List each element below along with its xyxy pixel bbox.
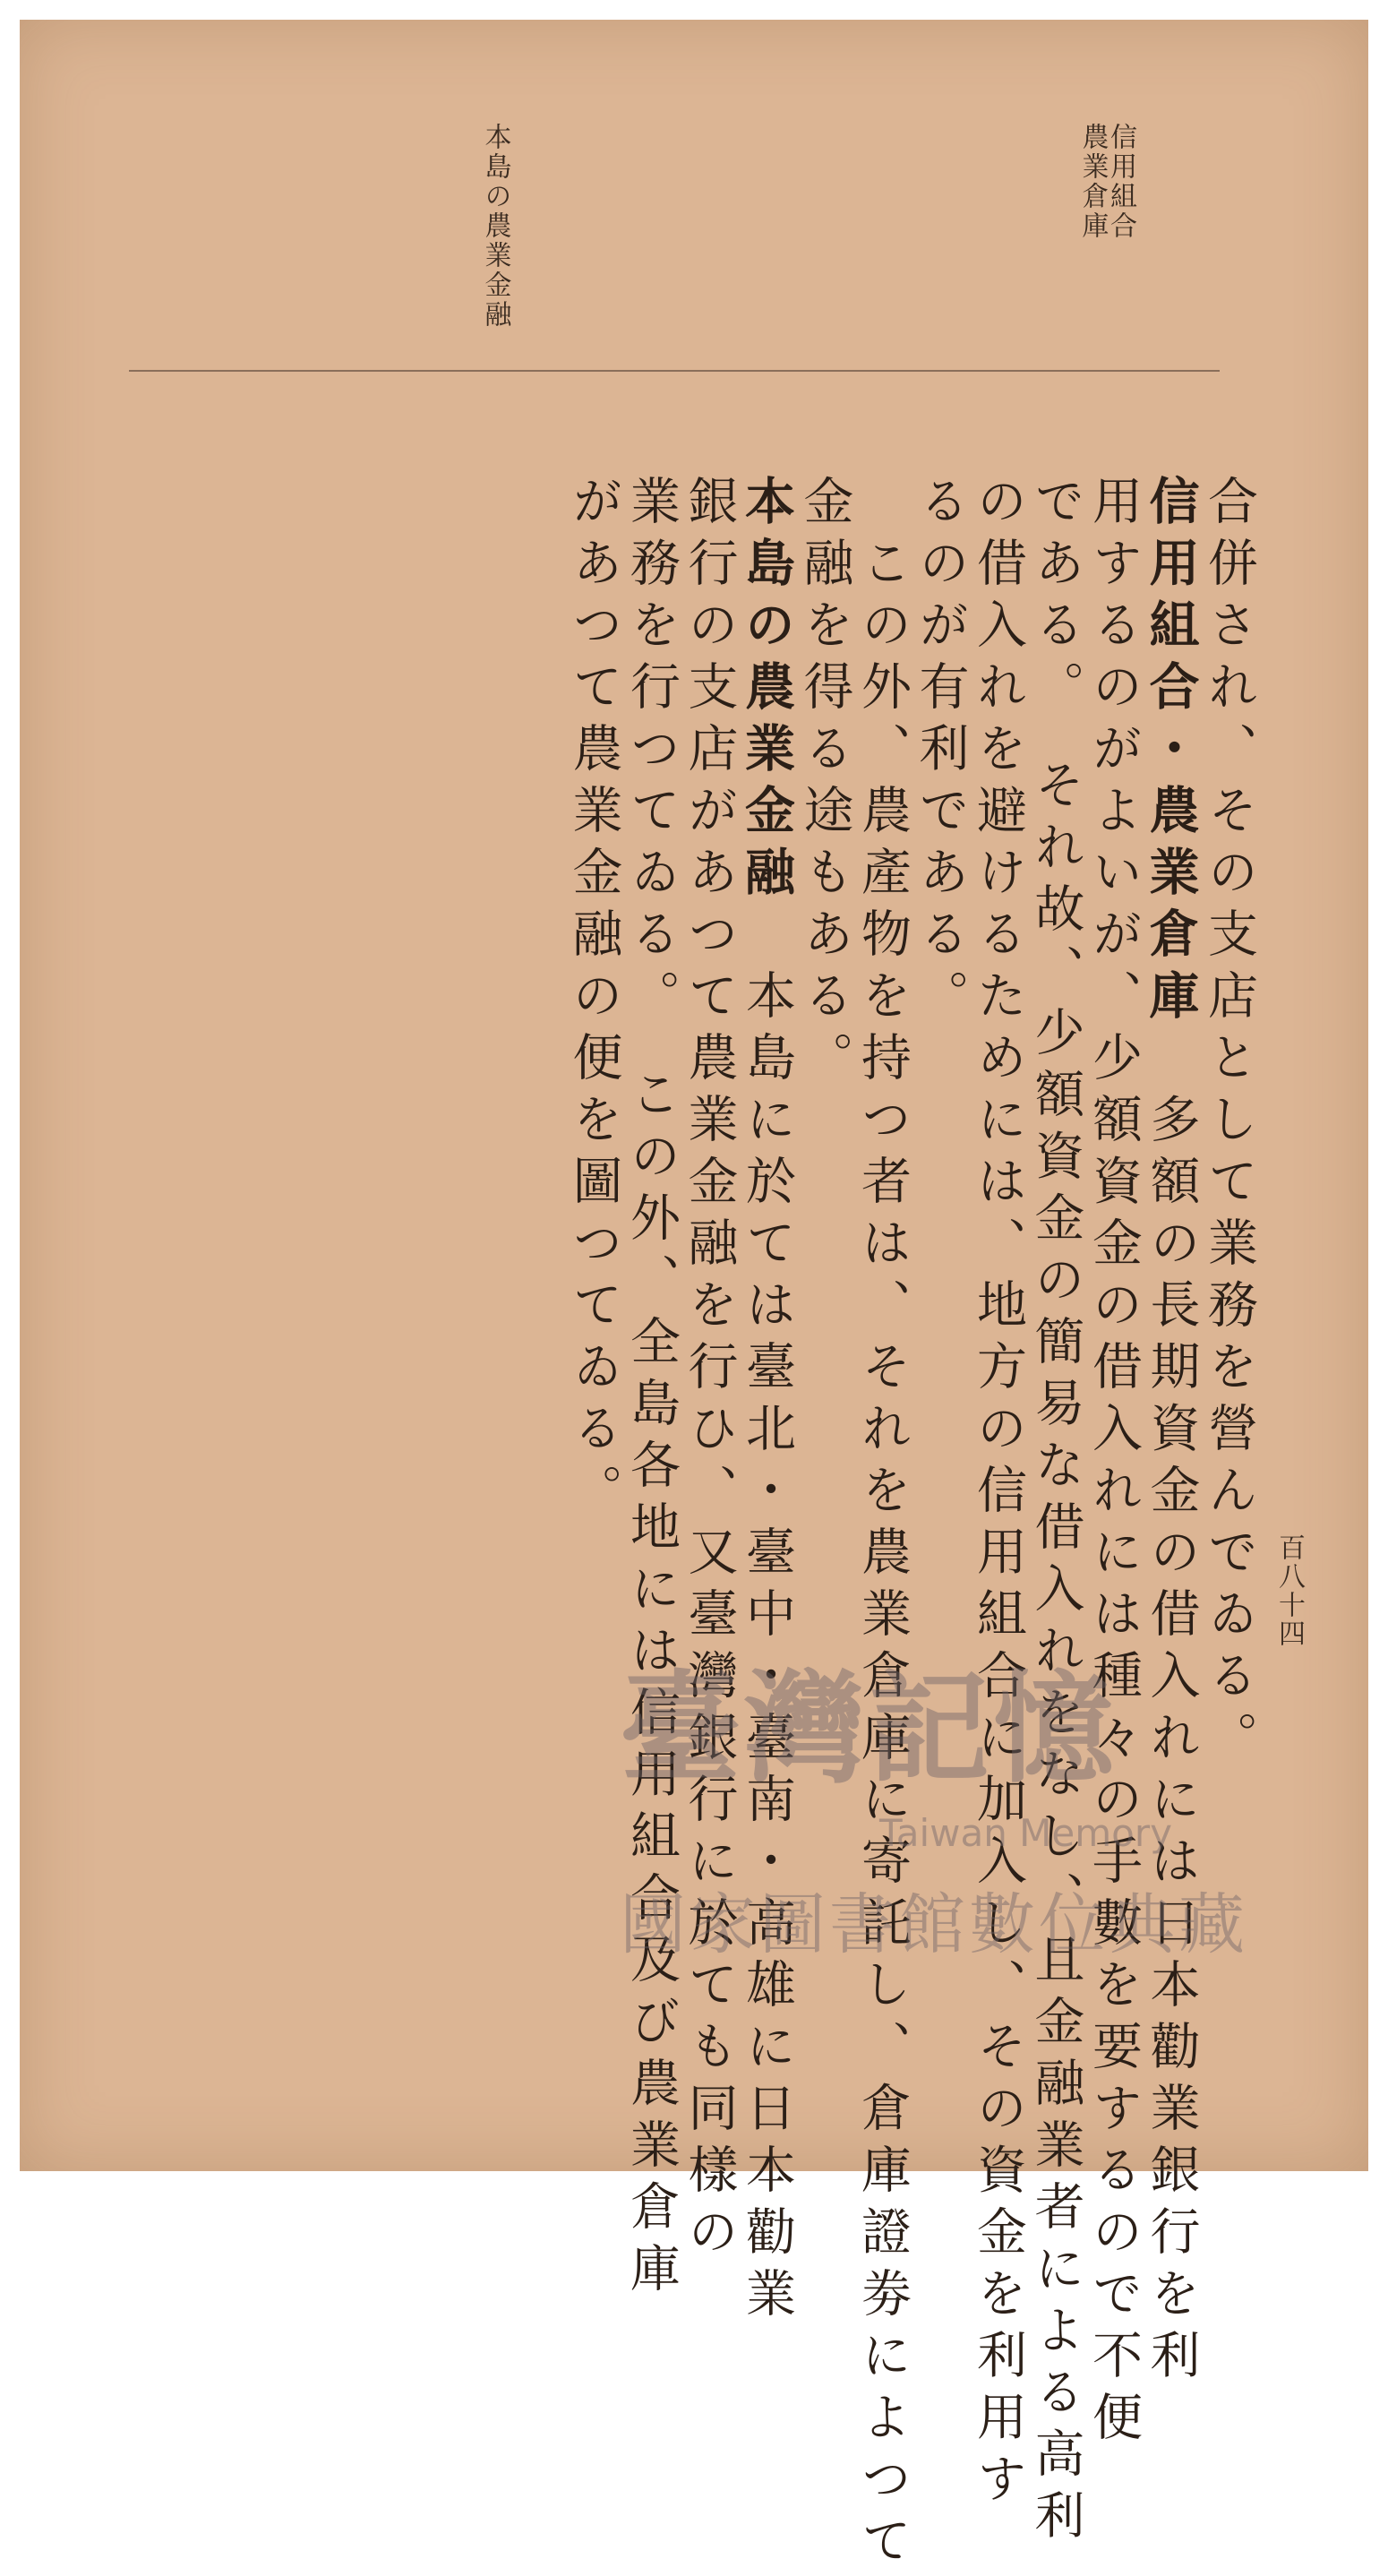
watermark-chinese: 國家圖書館數位典藏 <box>620 1886 1248 1963</box>
watermark-logo: 臺灣記憶 <box>620 1657 1118 1799</box>
column-text: 銀行の支店があつて農業金融を行ひ、又臺灣銀行に於ても同樣の <box>680 475 739 2267</box>
section-heading: 本島の農業金融 <box>737 475 796 907</box>
watermark <box>593 1632 1309 2008</box>
running-header-section: 信用組合 農業倉庫 <box>1076 123 1136 241</box>
column-text: があつて農業金融の便を圖つてゐる。 <box>564 475 623 1525</box>
column-text: 多額の長期資金の借入れには日本勸業銀行を利 <box>1142 1031 1201 2391</box>
column-text: 金融を得る途もある。 <box>795 475 854 1093</box>
column-text: 合併され、その支店として業務を營んでゐる。 <box>1200 475 1258 1773</box>
text-column <box>558 475 630 1525</box>
column-text: 業務を行つてゐる。 この外、全島各地には信用組合及び農業倉庫 <box>622 475 681 2304</box>
column-text: るのが有利である。 <box>911 475 970 1031</box>
column-text: 用するのがよいが、少額資金の借入れには種々の手數を要するので不便 <box>1084 475 1143 2452</box>
column-text: この外、農產物を持つ者は、それを農業倉庫に寄託し、倉庫證劵によつて <box>853 475 912 2576</box>
column-text: である。 それ故、少額資金の簡易な借入れをなし、且金融業者による高利 <box>1026 475 1085 2551</box>
book-page <box>20 20 1368 2576</box>
page-number: 百八十四 <box>1273 1533 1305 1648</box>
header-rule <box>129 370 1220 372</box>
running-header-chapter: 本島の農業金融 <box>479 123 511 330</box>
section-heading: 信用組合・農業倉庫 <box>1141 475 1201 1031</box>
watermark-english: Taiwan Memory <box>879 1811 1172 1855</box>
column-text: の借入れを避けるためには、地方の信用組合に加入し、その資金を利用す <box>969 475 1027 2514</box>
column-text: 本島に於ては臺北・臺中・臺南・高雄に日本勸業 <box>738 907 796 2329</box>
